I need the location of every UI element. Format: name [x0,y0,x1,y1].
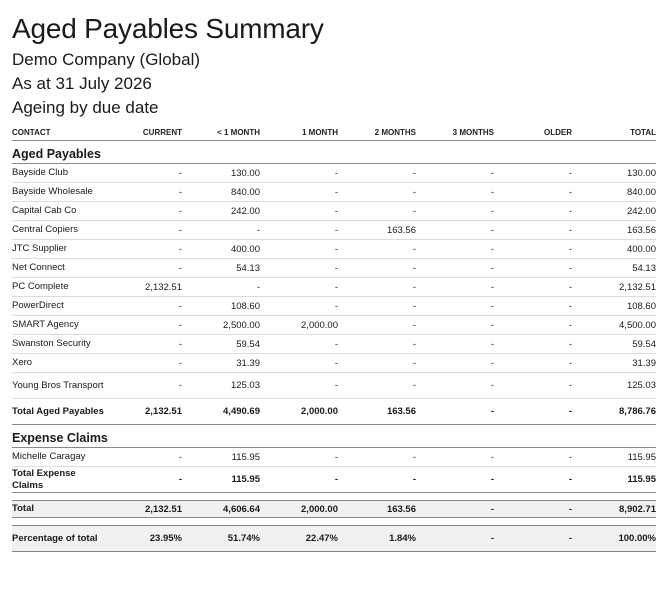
spacer-cell [12,493,656,501]
amount-cell: - [104,373,182,399]
amount-cell: - [182,221,260,240]
amount-cell: 108.60 [572,297,656,316]
amount-cell: - [338,202,416,221]
column-header-less-1-month: < 1 MONTH [182,124,260,141]
spacer-cell [12,518,656,526]
amount-cell: - [338,297,416,316]
spacer-row [12,493,656,501]
amount-cell: - [416,526,494,552]
table-row [12,297,656,316]
amount-cell: - [182,278,260,297]
amount-cell: - [338,259,416,278]
contact-name: JTC Supplier [12,240,104,259]
amount-cell: - [338,448,416,467]
amount-cell: - [338,373,416,399]
amount-cell: 115.95 [572,467,656,493]
amount-cell: - [104,316,182,335]
amount-cell: 8,786.76 [572,399,656,425]
amount-cell: - [104,354,182,373]
amount-cell: - [416,297,494,316]
amount-cell: - [416,259,494,278]
amount-cell: 2,132.51 [104,399,182,425]
contact-name: Capital Cab Co [12,202,104,221]
contact-name: Total Aged Payables [12,399,104,425]
amount-cell: 2,132.51 [104,501,182,518]
table-row [12,183,656,202]
amount-cell: - [494,240,572,259]
amount-cell: 115.95 [182,467,260,493]
amount-cell: 840.00 [572,183,656,202]
table-row [12,240,656,259]
amount-cell: - [494,164,572,183]
amount-cell: - [494,399,572,425]
amount-cell: - [494,373,572,399]
table-row [12,259,656,278]
amount-cell: - [494,221,572,240]
amount-cell: - [416,164,494,183]
column-header-total: TOTAL [572,124,656,141]
amount-cell: - [260,354,338,373]
amount-cell: - [104,164,182,183]
amount-cell: - [260,221,338,240]
contact-name: Central Copiers [12,221,104,240]
section-heading: Aged Payables [12,141,656,164]
amount-cell: - [494,526,572,552]
report-date: As at 31 July 2026 [12,74,152,93]
amount-cell: - [494,335,572,354]
section-total-row [12,467,656,493]
column-header-older: OLDER [494,124,572,141]
amount-cell: 59.54 [182,335,260,354]
amount-cell: 242.00 [182,202,260,221]
amount-cell: 2,500.00 [182,316,260,335]
amount-cell: - [260,448,338,467]
section-heading-row [12,425,656,448]
amount-cell: 31.39 [572,354,656,373]
amount-cell: - [260,240,338,259]
amount-cell: - [494,202,572,221]
amount-cell: 163.56 [338,501,416,518]
amount-cell: - [494,501,572,518]
amount-cell: - [260,259,338,278]
table-row [12,316,656,335]
contact-name: Young Bros Transport [12,373,104,399]
section-total-row [12,399,656,425]
column-header-2-months: 2 MONTHS [338,124,416,141]
amount-cell: - [338,183,416,202]
amount-cell: 2,000.00 [260,316,338,335]
amount-cell: - [104,221,182,240]
amount-cell: 400.00 [182,240,260,259]
amount-cell: - [494,467,572,493]
section-heading: Expense Claims [12,425,656,448]
amount-cell: - [260,183,338,202]
contact-name: Bayside Wholesale [12,183,104,202]
contact-name: Net Connect [12,259,104,278]
contact-name: PowerDirect [12,297,104,316]
amount-cell: - [260,335,338,354]
amount-cell: - [494,183,572,202]
amount-cell: 23.95% [104,526,182,552]
amount-cell: 4,490.69 [182,399,260,425]
table-row [12,202,656,221]
amount-cell: - [104,467,182,493]
report-title: Aged Payables Summary [12,13,324,44]
column-header-contact: CONTACT [12,124,104,141]
amount-cell: 54.13 [572,259,656,278]
contact-name: Michelle Caragay [12,448,104,467]
amount-cell: 2,132.51 [104,278,182,297]
amount-cell: 31.39 [182,354,260,373]
amount-cell: - [104,183,182,202]
contact-name: PC Complete [12,278,104,297]
aged-payables-table [12,124,656,552]
amount-cell: 125.03 [572,373,656,399]
amount-cell: 400.00 [572,240,656,259]
amount-cell: - [416,183,494,202]
amount-cell: 8,902.71 [572,501,656,518]
company-name: Demo Company (Global) [12,50,201,69]
percentage-row [12,526,656,552]
table-row [12,373,656,399]
amount-cell: - [260,202,338,221]
contact-name: Bayside Club [12,164,104,183]
amount-cell: - [338,316,416,335]
amount-cell: 59.54 [572,335,656,354]
contact-name: Total [12,501,104,518]
amount-cell: 51.74% [182,526,260,552]
amount-cell: - [260,278,338,297]
amount-cell: 163.56 [572,221,656,240]
table-row [12,448,656,467]
amount-cell: 115.95 [182,448,260,467]
amount-cell: 2,000.00 [260,399,338,425]
amount-cell: 130.00 [572,164,656,183]
amount-cell: - [104,448,182,467]
table-row [12,221,656,240]
amount-cell: - [416,316,494,335]
contact-name: Xero [12,354,104,373]
amount-cell: 115.95 [572,448,656,467]
amount-cell: 22.47% [260,526,338,552]
amount-cell: - [260,164,338,183]
table-row [12,278,656,297]
column-header-current: CURRENT [104,124,182,141]
amount-cell: - [260,297,338,316]
amount-cell: - [494,448,572,467]
amount-cell: 2,000.00 [260,501,338,518]
amount-cell: - [416,448,494,467]
ageing-basis: Ageing by due date [12,98,159,117]
spacer-row [12,518,656,526]
contact-name: Swanston Security [12,335,104,354]
amount-cell: - [416,399,494,425]
amount-cell: 163.56 [338,221,416,240]
grand-total-row [12,501,656,518]
amount-cell: - [104,202,182,221]
amount-cell: - [416,202,494,221]
amount-cell: - [494,354,572,373]
amount-cell: 125.03 [182,373,260,399]
contact-name: Total Expense Claims [12,467,104,493]
amount-cell: - [416,501,494,518]
amount-cell: - [416,240,494,259]
amount-cell: - [338,354,416,373]
amount-cell: - [416,354,494,373]
table-row [12,335,656,354]
report [12,10,656,552]
amount-cell: - [338,467,416,493]
amount-cell: 163.56 [338,399,416,425]
amount-cell: 242.00 [572,202,656,221]
amount-cell: 840.00 [182,183,260,202]
amount-cell: - [338,335,416,354]
amount-cell: 108.60 [182,297,260,316]
amount-cell: - [338,240,416,259]
table-header-row [12,124,656,141]
amount-cell: 100.00% [572,526,656,552]
amount-cell: - [260,467,338,493]
amount-cell: 2,132.51 [572,278,656,297]
table-row [12,164,656,183]
table-row [12,354,656,373]
amount-cell: 54.13 [182,259,260,278]
amount-cell: 130.00 [182,164,260,183]
amount-cell: - [494,316,572,335]
amount-cell: - [338,164,416,183]
amount-cell: - [104,240,182,259]
amount-cell: - [104,297,182,316]
contact-name: SMART Agency [12,316,104,335]
amount-cell: - [494,297,572,316]
amount-cell: - [104,335,182,354]
amount-cell: - [494,278,572,297]
amount-cell: - [416,221,494,240]
amount-cell: 4,500.00 [572,316,656,335]
amount-cell: - [416,467,494,493]
table-body [12,141,656,552]
contact-name: Percentage of total [12,526,104,552]
amount-cell: 1.84% [338,526,416,552]
column-header-1-month: 1 MONTH [260,124,338,141]
amount-cell: - [338,278,416,297]
section-heading-row [12,141,656,164]
amount-cell: - [416,335,494,354]
column-header-3-months: 3 MONTHS [416,124,494,141]
amount-cell: - [416,278,494,297]
amount-cell: - [104,259,182,278]
amount-cell: 4,606.64 [182,501,260,518]
amount-cell: - [416,373,494,399]
amount-cell: - [260,373,338,399]
amount-cell: - [494,259,572,278]
